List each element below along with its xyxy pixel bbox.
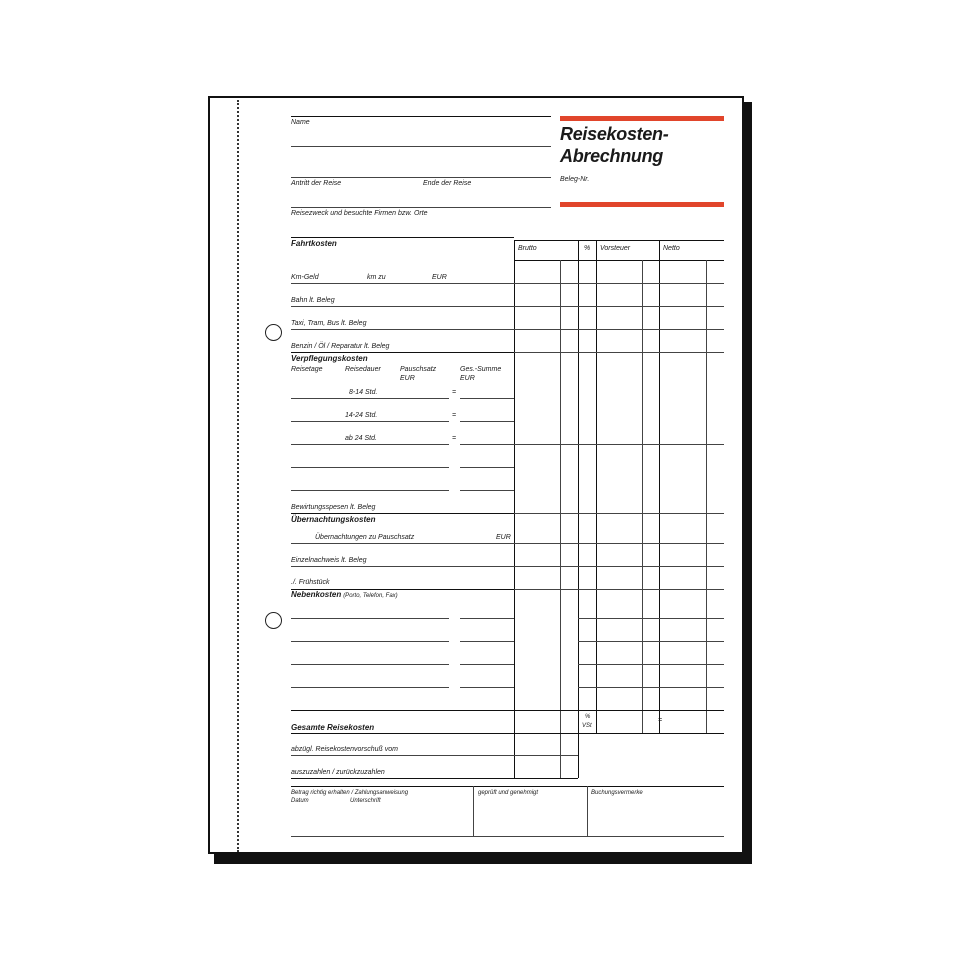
beleg-nr-label: Beleg-Nr. [560, 176, 590, 183]
equals-sign: = [452, 435, 457, 442]
bahn-line[interactable] [291, 306, 514, 307]
verpflegung-row3-line[interactable] [291, 444, 449, 445]
einzelnachweis-line[interactable] [291, 566, 514, 567]
punch-hole-bottom [265, 612, 282, 629]
nebenkosten-line[interactable] [291, 664, 449, 665]
footer-divider [587, 786, 588, 836]
verpflegung-row1-line[interactable] [291, 398, 449, 399]
verpflegung-row1-label: 8-14 Std. [349, 389, 378, 396]
nebenkosten-line[interactable] [291, 618, 449, 619]
nebenkosten-note: (Porto, Telefon, Fax) [343, 593, 398, 599]
nebenkosten-heading-row [291, 591, 398, 600]
nebenkosten-sum[interactable] [460, 618, 514, 619]
nebenkosten-end-line [291, 710, 514, 711]
netto-cents-divider [706, 260, 707, 733]
reisetage-col-label: Reisetage [291, 366, 323, 373]
row-line [514, 566, 724, 567]
fahrtkosten-end-line [291, 352, 514, 353]
row-line [514, 329, 724, 330]
pauschsatz-unit: EUR [400, 375, 415, 382]
einzelnachweis-label: Einzelnachweis lt. Beleg [291, 557, 367, 564]
nebenkosten-line[interactable] [291, 641, 449, 642]
col-vorsteuer: Vorsteuer [600, 245, 631, 252]
km-eur-label: EUR [432, 274, 447, 281]
nebenkosten-sum[interactable] [460, 664, 514, 665]
gesamt-label: Gesamte Reisekosten [291, 723, 375, 732]
fahrtkosten-heading: Fahrtkosten [291, 239, 337, 248]
column-header-bottom-line [514, 260, 724, 261]
taxi-line[interactable] [291, 329, 514, 330]
subtotal-line [514, 710, 724, 711]
name-label: Name [291, 119, 310, 126]
unterschrift-label: Unterschrift [350, 798, 381, 804]
brutto-cents-divider [560, 260, 561, 778]
verpflegung-extra-line[interactable] [291, 490, 449, 491]
perforation-line [237, 100, 239, 852]
row-line [514, 306, 724, 307]
ende-label: Ende der Reise [423, 180, 472, 187]
row-line [514, 543, 724, 544]
form-sheet [208, 96, 744, 854]
antritt-label: Antritt der Reise [291, 180, 342, 187]
betrag-label: Betrag richtig erhalten / Zahlungsanweisung [291, 790, 409, 796]
verpflegung-row2-sum[interactable] [460, 421, 514, 422]
row-line [578, 687, 724, 688]
reisedauer-col-label: Reisedauer [345, 366, 381, 373]
payout-amount-line [514, 778, 578, 779]
name-field[interactable] [291, 146, 551, 147]
form-title-line1: Reisekosten- [560, 124, 669, 144]
vorschuss-amount-line [514, 755, 578, 756]
km-geld-label: Km-Geld [291, 274, 319, 281]
gessumme-unit: EUR [460, 375, 475, 382]
netto-equals: = [658, 717, 663, 724]
verpflegung-row2-line[interactable] [291, 421, 449, 422]
footer-divider [473, 786, 474, 836]
accent-bar-top [560, 116, 724, 121]
brutto-left-border [514, 240, 515, 778]
verpflegung-extra-sum[interactable] [460, 467, 514, 468]
km-geld-line[interactable] [291, 283, 514, 284]
verpflegung-row2-label: 14-24 Std. [345, 412, 378, 419]
gessumme-col-label: Ges.-Summe [460, 366, 502, 373]
bahn-label: Bahn lt. Beleg [291, 297, 335, 304]
row-line [514, 589, 724, 590]
gesamt-line [291, 733, 578, 734]
nebenkosten-sum[interactable] [460, 687, 514, 688]
row-line [514, 513, 724, 514]
vst-percent-label: % [585, 714, 591, 720]
row-line [578, 641, 724, 642]
nebenkosten-sum[interactable] [460, 641, 514, 642]
uebernachtung-heading: Übernachtungskosten [291, 515, 376, 524]
vorsteuer-right-border [658, 240, 663, 733]
row-line [514, 352, 724, 353]
trip-dates-field[interactable] [291, 177, 551, 178]
pauschsatz-col-label: Pauschsatz [400, 366, 437, 373]
col-percent: % [584, 245, 591, 252]
uebernachtung-pauschsatz-label: Übernachtungen zu Pauschsatz [315, 534, 415, 541]
taxi-label: Taxi, Tram, Bus lt. Beleg [291, 320, 367, 327]
name-top-line [291, 116, 551, 117]
punch-hole-top [265, 324, 282, 341]
accent-bar-bottom [560, 202, 724, 207]
footer-top-line [291, 786, 724, 787]
vst-label: VSt [582, 723, 592, 729]
buchung-label: Buchungsvermerke [591, 790, 643, 796]
section-top-line [291, 237, 514, 238]
verpflegung-row1-sum[interactable] [460, 398, 514, 399]
verpflegung-extra-line[interactable] [291, 467, 449, 468]
equals-sign: = [452, 389, 457, 396]
row-line [578, 618, 724, 619]
nebenkosten-heading: Nebenkosten [291, 590, 342, 599]
benzin-label: Benzin / Öl / Reparatur lt. Beleg [291, 343, 390, 350]
col-brutto: Brutto [518, 245, 537, 252]
column-header-top-line [514, 240, 724, 241]
totals-right-bottom-line [578, 733, 724, 734]
uebernachtung-eur-label: EUR [496, 534, 511, 541]
fruehstueck-label: ./. Frühstück [291, 579, 330, 586]
form-title-line2: Abrechnung [560, 146, 663, 166]
geprueft-label: geprüft und genehmigt [478, 790, 539, 796]
uebernachtung-pauschsatz-line[interactable] [291, 543, 514, 544]
vorschuss-label: abzügl. Reisekostenvorschuß vom [291, 746, 398, 753]
row-line [514, 283, 724, 284]
vorsteuer-cents-divider [642, 260, 643, 733]
equals-sign: = [452, 412, 457, 419]
percent-right-border [596, 240, 597, 733]
brutto-right-border [578, 240, 579, 778]
km-zu-label: km zu [367, 274, 386, 281]
bewirtung-label: Bewirtungsspesen lt. Beleg [291, 504, 376, 511]
datum-label: Datum [291, 798, 309, 804]
nebenkosten-line[interactable] [291, 687, 449, 688]
col-netto: Netto [663, 245, 680, 252]
verpflegung-heading: Verpflegungskosten [291, 354, 368, 363]
vorschuss-line[interactable] [291, 755, 514, 756]
reisezweck-field[interactable] [291, 207, 551, 208]
verpflegung-end-line [291, 513, 514, 514]
row-line [514, 444, 724, 445]
verpflegung-row3-label: ab 24 Std. [345, 435, 377, 442]
reisezweck-label: Reisezweck und besuchte Firmen bzw. Orte [291, 210, 428, 217]
signature-line[interactable] [291, 836, 724, 837]
row-line [578, 664, 724, 665]
verpflegung-extra-sum[interactable] [460, 490, 514, 491]
auszuzahlen-line [291, 778, 514, 779]
verpflegung-row3-sum[interactable] [460, 444, 514, 445]
auszuzahlen-label: auszuzahlen / zurückzuzahlen [291, 769, 385, 776]
